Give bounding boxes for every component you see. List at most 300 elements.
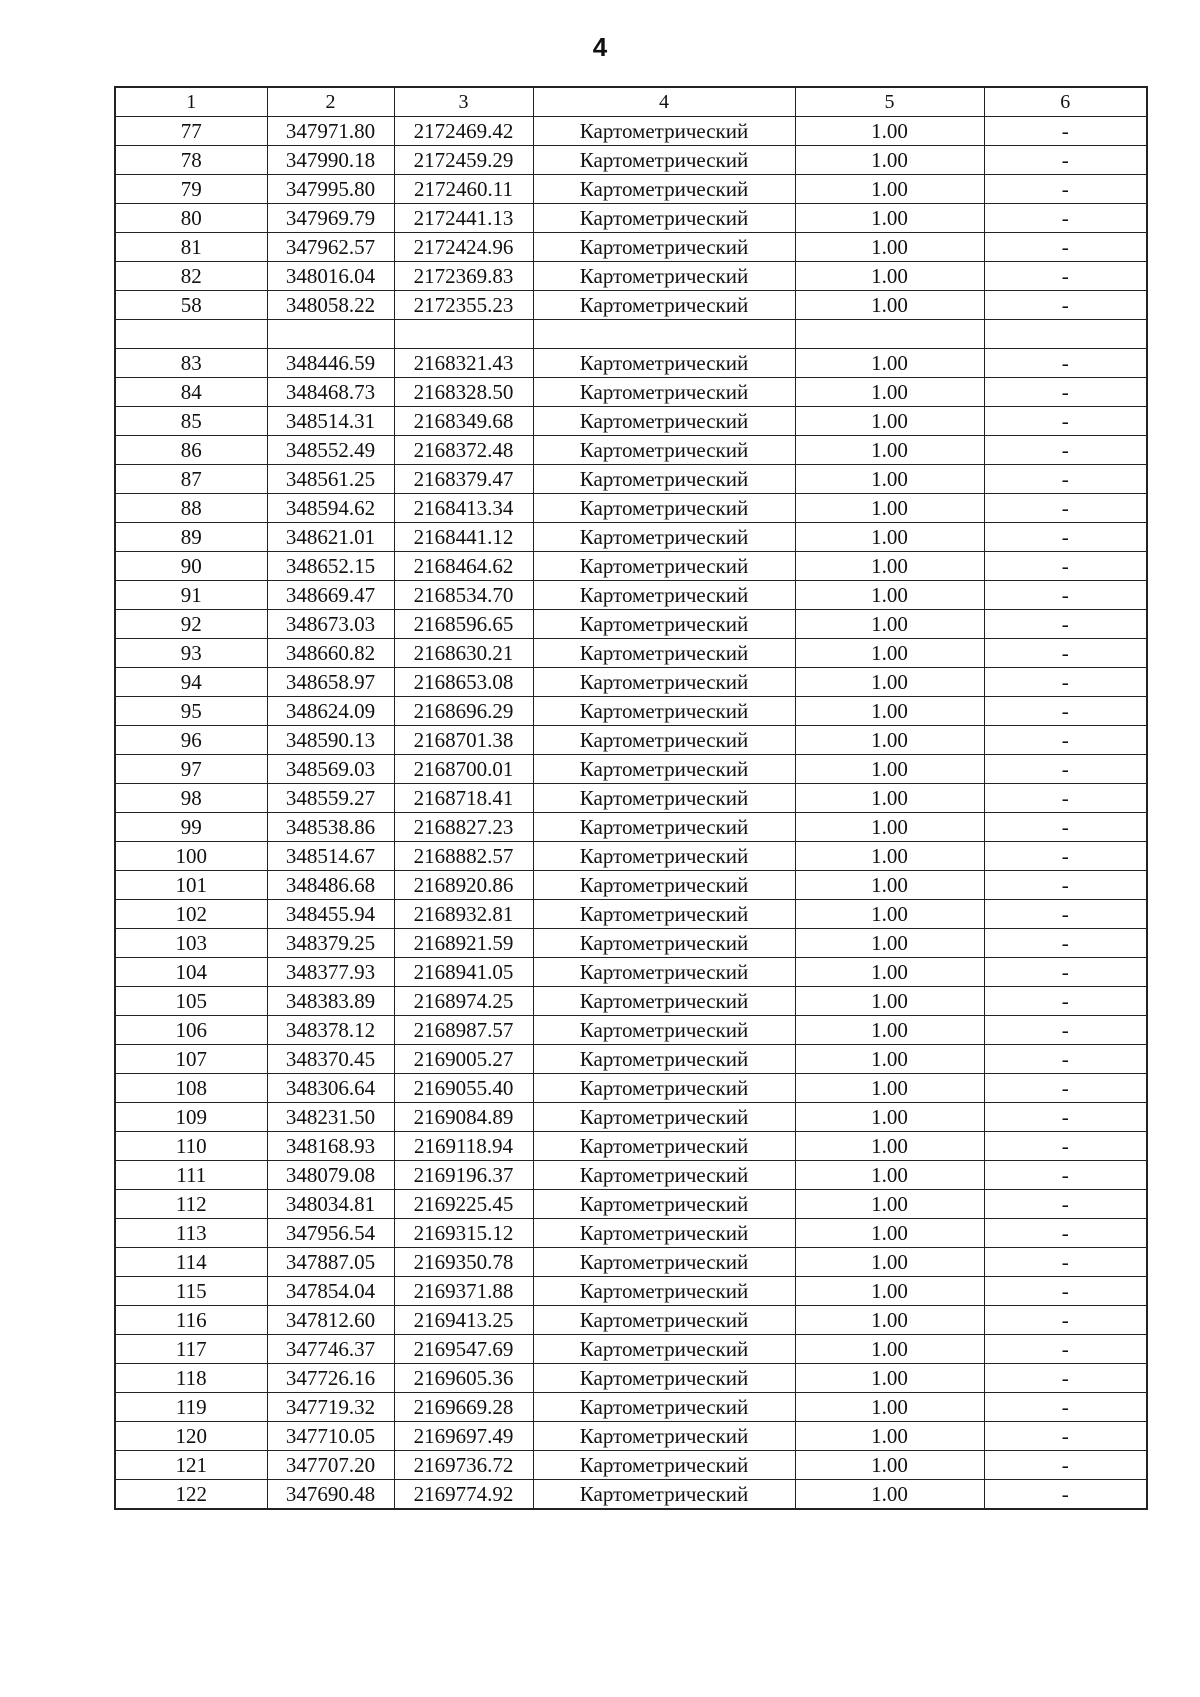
accuracy-cell: 1.00 <box>795 291 984 320</box>
method-cell: Картометрический <box>533 726 795 755</box>
point-number-cell: 111 <box>115 1161 267 1190</box>
x-coordinate-cell: 348446.59 <box>267 349 394 378</box>
accuracy-cell: 1.00 <box>795 146 984 175</box>
method-cell: Картометрический <box>533 1074 795 1103</box>
note-cell: - <box>984 1248 1147 1277</box>
y-coordinate-cell: 2168718.41 <box>394 784 533 813</box>
note-cell: - <box>984 1393 1147 1422</box>
note-cell: - <box>984 1480 1147 1510</box>
y-coordinate-cell: 2169371.88 <box>394 1277 533 1306</box>
coordinates-table <box>114 86 1148 1510</box>
table-row <box>115 581 1147 610</box>
method-cell: Картометрический <box>533 1277 795 1306</box>
y-coordinate-cell: 2169774.92 <box>394 1480 533 1510</box>
note-cell: - <box>984 1422 1147 1451</box>
accuracy-cell: 1.00 <box>795 1219 984 1248</box>
table-row <box>115 726 1147 755</box>
x-coordinate-cell: 348514.31 <box>267 407 394 436</box>
accuracy-cell: 1.00 <box>795 668 984 697</box>
point-number-cell: 86 <box>115 436 267 465</box>
table-row <box>115 1219 1147 1248</box>
note-cell: - <box>984 436 1147 465</box>
accuracy-cell: 1.00 <box>795 581 984 610</box>
method-cell: Картометрический <box>533 929 795 958</box>
note-cell: - <box>984 726 1147 755</box>
table-row <box>115 987 1147 1016</box>
note-cell: - <box>984 1132 1147 1161</box>
x-coordinate-cell: 347990.18 <box>267 146 394 175</box>
table-row <box>115 755 1147 784</box>
table-row <box>115 117 1147 146</box>
x-coordinate-cell: 348468.73 <box>267 378 394 407</box>
method-cell: Картометрический <box>533 784 795 813</box>
accuracy-cell: 1.00 <box>795 1132 984 1161</box>
point-number-cell: 122 <box>115 1480 267 1510</box>
column-header: 4 <box>533 87 795 117</box>
note-cell: - <box>984 494 1147 523</box>
point-number-cell: 110 <box>115 1132 267 1161</box>
table-row <box>115 291 1147 320</box>
method-cell: Картометрический <box>533 1393 795 1422</box>
point-number-cell: 116 <box>115 1306 267 1335</box>
note-cell: - <box>984 233 1147 262</box>
y-coordinate-cell: 2172424.96 <box>394 233 533 262</box>
method-cell: Картометрический <box>533 1016 795 1045</box>
table-row <box>115 1277 1147 1306</box>
y-coordinate-cell: 2169736.72 <box>394 1451 533 1480</box>
table-row <box>115 204 1147 233</box>
y-coordinate-cell: 2172441.13 <box>394 204 533 233</box>
table-row <box>115 552 1147 581</box>
point-number-cell: 105 <box>115 987 267 1016</box>
note-cell: - <box>984 987 1147 1016</box>
accuracy-cell: 1.00 <box>795 1074 984 1103</box>
method-cell: Картометрический <box>533 465 795 494</box>
table-row <box>115 1451 1147 1480</box>
y-coordinate-cell: 2169350.78 <box>394 1248 533 1277</box>
method-cell: Картометрический <box>533 1335 795 1364</box>
accuracy-cell: 1.00 <box>795 349 984 378</box>
note-cell: - <box>984 871 1147 900</box>
accuracy-cell: 1.00 <box>795 262 984 291</box>
note-cell: - <box>984 262 1147 291</box>
note-cell: - <box>984 175 1147 204</box>
x-coordinate-cell: 348590.13 <box>267 726 394 755</box>
column-header: 6 <box>984 87 1147 117</box>
method-cell: Картометрический <box>533 552 795 581</box>
point-number-cell: 121 <box>115 1451 267 1480</box>
note-cell: - <box>984 523 1147 552</box>
table-row <box>115 668 1147 697</box>
note-cell: - <box>984 552 1147 581</box>
column-header: 1 <box>115 87 267 117</box>
note-cell: - <box>984 1045 1147 1074</box>
point-number-cell: 113 <box>115 1219 267 1248</box>
x-coordinate-cell: 348652.15 <box>267 552 394 581</box>
method-cell: Картометрический <box>533 494 795 523</box>
note-cell: - <box>984 784 1147 813</box>
table-row <box>115 349 1147 378</box>
method-cell: Картометрический <box>533 842 795 871</box>
point-number-cell: 102 <box>115 900 267 929</box>
x-coordinate-cell: 348455.94 <box>267 900 394 929</box>
page-number: 4 <box>592 32 608 62</box>
x-coordinate-cell: 348079.08 <box>267 1161 394 1190</box>
point-number-cell: 88 <box>115 494 267 523</box>
accuracy-cell: 1.00 <box>795 494 984 523</box>
note-cell: - <box>984 929 1147 958</box>
x-coordinate-cell: 348658.97 <box>267 668 394 697</box>
point-number-cell: 120 <box>115 1422 267 1451</box>
method-cell: Картометрический <box>533 523 795 552</box>
method-cell: Картометрический <box>533 755 795 784</box>
table-row <box>115 784 1147 813</box>
accuracy-cell: 1.00 <box>795 1480 984 1510</box>
point-number-cell: 98 <box>115 784 267 813</box>
note-cell: - <box>984 1306 1147 1335</box>
column-header: 2 <box>267 87 394 117</box>
y-coordinate-cell: 2168349.68 <box>394 407 533 436</box>
y-coordinate-cell: 2168534.70 <box>394 581 533 610</box>
method-cell: Картометрический <box>533 1190 795 1219</box>
y-coordinate-cell: 2169315.12 <box>394 1219 533 1248</box>
table-row <box>115 1306 1147 1335</box>
x-coordinate-cell: 347690.48 <box>267 1480 394 1510</box>
method-cell: Картометрический <box>533 1045 795 1074</box>
x-coordinate-cell: 347812.60 <box>267 1306 394 1335</box>
x-coordinate-cell: 347969.79 <box>267 204 394 233</box>
point-number-cell: 78 <box>115 146 267 175</box>
accuracy-cell: 1.00 <box>795 523 984 552</box>
x-coordinate-cell: 348594.62 <box>267 494 394 523</box>
x-coordinate-cell: 347710.05 <box>267 1422 394 1451</box>
table-row <box>115 1335 1147 1364</box>
x-coordinate-cell: 348552.49 <box>267 436 394 465</box>
point-number-cell: 114 <box>115 1248 267 1277</box>
accuracy-cell: 1.00 <box>795 1045 984 1074</box>
point-number-cell: 58 <box>115 291 267 320</box>
method-cell: Картометрический <box>533 871 795 900</box>
method-cell: Картометрический <box>533 1364 795 1393</box>
method-cell: Картометрический <box>533 233 795 262</box>
y-coordinate-cell: 2168653.08 <box>394 668 533 697</box>
method-cell: Картометрический <box>533 958 795 987</box>
table-row <box>115 697 1147 726</box>
x-coordinate-cell: 348016.04 <box>267 262 394 291</box>
method-cell: Картометрический <box>533 813 795 842</box>
y-coordinate-cell: 2169669.28 <box>394 1393 533 1422</box>
note-cell: - <box>984 1219 1147 1248</box>
y-coordinate-cell: 2169225.45 <box>394 1190 533 1219</box>
y-coordinate-cell: 2169547.69 <box>394 1335 533 1364</box>
point-number-cell: 85 <box>115 407 267 436</box>
point-number-cell: 108 <box>115 1074 267 1103</box>
note-cell: - <box>984 1277 1147 1306</box>
y-coordinate-cell <box>394 320 533 349</box>
table-row <box>115 871 1147 900</box>
y-coordinate-cell: 2168464.62 <box>394 552 533 581</box>
method-cell: Картометрический <box>533 146 795 175</box>
table-row <box>115 262 1147 291</box>
point-number-cell: 95 <box>115 697 267 726</box>
accuracy-cell: 1.00 <box>795 784 984 813</box>
accuracy-cell: 1.00 <box>795 465 984 494</box>
x-coordinate-cell: 347746.37 <box>267 1335 394 1364</box>
point-number-cell: 99 <box>115 813 267 842</box>
note-cell: - <box>984 581 1147 610</box>
x-coordinate-cell: 348486.68 <box>267 871 394 900</box>
accuracy-cell: 1.00 <box>795 813 984 842</box>
table-row <box>115 523 1147 552</box>
method-cell: Картометрический <box>533 1422 795 1451</box>
y-coordinate-cell: 2169084.89 <box>394 1103 533 1132</box>
x-coordinate-cell: 348378.12 <box>267 1016 394 1045</box>
note-cell: - <box>984 1190 1147 1219</box>
accuracy-cell: 1.00 <box>795 987 984 1016</box>
accuracy-cell: 1.00 <box>795 1190 984 1219</box>
point-number-cell: 79 <box>115 175 267 204</box>
x-coordinate-cell: 347956.54 <box>267 1219 394 1248</box>
y-coordinate-cell: 2168379.47 <box>394 465 533 494</box>
y-coordinate-cell: 2169055.40 <box>394 1074 533 1103</box>
x-coordinate-cell: 348538.86 <box>267 813 394 842</box>
accuracy-cell: 1.00 <box>795 436 984 465</box>
note-cell: - <box>984 291 1147 320</box>
table-row <box>115 1161 1147 1190</box>
method-cell: Картометрический <box>533 1161 795 1190</box>
method-cell: Картометрический <box>533 697 795 726</box>
note-cell <box>984 320 1147 349</box>
y-coordinate-cell: 2168932.81 <box>394 900 533 929</box>
point-number-cell: 96 <box>115 726 267 755</box>
point-number-cell: 91 <box>115 581 267 610</box>
point-number-cell: 119 <box>115 1393 267 1422</box>
table-row <box>115 610 1147 639</box>
method-cell: Картометрический <box>533 668 795 697</box>
y-coordinate-cell: 2169697.49 <box>394 1422 533 1451</box>
note-cell: - <box>984 465 1147 494</box>
point-number-cell: 100 <box>115 842 267 871</box>
table-header <box>115 87 1147 117</box>
point-number-cell: 109 <box>115 1103 267 1132</box>
accuracy-cell: 1.00 <box>795 1103 984 1132</box>
point-number-cell: 117 <box>115 1335 267 1364</box>
table-row <box>115 842 1147 871</box>
point-number-cell: 80 <box>115 204 267 233</box>
point-number-cell: 104 <box>115 958 267 987</box>
x-coordinate-cell: 348673.03 <box>267 610 394 639</box>
method-cell <box>533 320 795 349</box>
table-row <box>115 1422 1147 1451</box>
y-coordinate-cell: 2168700.01 <box>394 755 533 784</box>
point-number-cell: 84 <box>115 378 267 407</box>
note-cell: - <box>984 1016 1147 1045</box>
accuracy-cell: 1.00 <box>795 1364 984 1393</box>
note-cell: - <box>984 1074 1147 1103</box>
x-coordinate-cell: 347887.05 <box>267 1248 394 1277</box>
note-cell: - <box>984 1103 1147 1132</box>
x-coordinate-cell: 348377.93 <box>267 958 394 987</box>
x-coordinate-cell <box>267 320 394 349</box>
y-coordinate-cell: 2168987.57 <box>394 1016 533 1045</box>
accuracy-cell <box>795 320 984 349</box>
method-cell: Картометрический <box>533 1306 795 1335</box>
table-row <box>115 900 1147 929</box>
note-cell: - <box>984 204 1147 233</box>
x-coordinate-cell: 348379.25 <box>267 929 394 958</box>
note-cell: - <box>984 1451 1147 1480</box>
accuracy-cell: 1.00 <box>795 958 984 987</box>
point-number-cell: 92 <box>115 610 267 639</box>
accuracy-cell: 1.00 <box>795 726 984 755</box>
point-number-cell: 103 <box>115 929 267 958</box>
accuracy-cell: 1.00 <box>795 1451 984 1480</box>
table-row <box>115 175 1147 204</box>
method-cell: Картометрический <box>533 407 795 436</box>
table-row <box>115 1480 1147 1510</box>
x-coordinate-cell: 348370.45 <box>267 1045 394 1074</box>
method-cell: Картометрический <box>533 291 795 320</box>
method-cell: Картометрический <box>533 1451 795 1480</box>
y-coordinate-cell: 2169005.27 <box>394 1045 533 1074</box>
accuracy-cell: 1.00 <box>795 1161 984 1190</box>
x-coordinate-cell: 347854.04 <box>267 1277 394 1306</box>
point-number-cell: 83 <box>115 349 267 378</box>
x-coordinate-cell: 348669.47 <box>267 581 394 610</box>
point-number-cell: 87 <box>115 465 267 494</box>
table-row <box>115 929 1147 958</box>
table-row <box>115 1132 1147 1161</box>
note-cell: - <box>984 349 1147 378</box>
method-cell: Картометрический <box>533 262 795 291</box>
method-cell: Картометрический <box>533 117 795 146</box>
point-number-cell: 115 <box>115 1277 267 1306</box>
x-coordinate-cell: 348231.50 <box>267 1103 394 1132</box>
method-cell: Картометрический <box>533 1219 795 1248</box>
x-coordinate-cell: 347719.32 <box>267 1393 394 1422</box>
point-number-cell: 81 <box>115 233 267 262</box>
accuracy-cell: 1.00 <box>795 697 984 726</box>
x-coordinate-cell: 347995.80 <box>267 175 394 204</box>
method-cell: Картометрический <box>533 1480 795 1510</box>
accuracy-cell: 1.00 <box>795 1016 984 1045</box>
method-cell: Картометрический <box>533 987 795 1016</box>
method-cell: Картометрический <box>533 1132 795 1161</box>
x-coordinate-cell: 348559.27 <box>267 784 394 813</box>
accuracy-cell: 1.00 <box>795 175 984 204</box>
accuracy-cell: 1.00 <box>795 552 984 581</box>
table-row <box>115 1190 1147 1219</box>
table-row <box>115 436 1147 465</box>
accuracy-cell: 1.00 <box>795 204 984 233</box>
point-number-cell <box>115 320 267 349</box>
x-coordinate-cell: 348306.64 <box>267 1074 394 1103</box>
method-cell: Картометрический <box>533 639 795 668</box>
y-coordinate-cell: 2168328.50 <box>394 378 533 407</box>
accuracy-cell: 1.00 <box>795 610 984 639</box>
accuracy-cell: 1.00 <box>795 1422 984 1451</box>
accuracy-cell: 1.00 <box>795 1393 984 1422</box>
header-row <box>115 87 1147 117</box>
point-number-cell: 89 <box>115 523 267 552</box>
y-coordinate-cell: 2168941.05 <box>394 958 533 987</box>
table-row <box>115 320 1147 349</box>
note-cell: - <box>984 378 1147 407</box>
note-cell: - <box>984 900 1147 929</box>
accuracy-cell: 1.00 <box>795 755 984 784</box>
column-header: 3 <box>394 87 533 117</box>
method-cell: Картометрический <box>533 900 795 929</box>
x-coordinate-cell: 348660.82 <box>267 639 394 668</box>
y-coordinate-cell: 2168696.29 <box>394 697 533 726</box>
y-coordinate-cell: 2168596.65 <box>394 610 533 639</box>
accuracy-cell: 1.00 <box>795 929 984 958</box>
note-cell: - <box>984 610 1147 639</box>
method-cell: Картометрический <box>533 204 795 233</box>
point-number-cell: 93 <box>115 639 267 668</box>
note-cell: - <box>984 146 1147 175</box>
table-row <box>115 407 1147 436</box>
method-cell: Картометрический <box>533 175 795 204</box>
note-cell: - <box>984 639 1147 668</box>
x-coordinate-cell: 347971.80 <box>267 117 394 146</box>
y-coordinate-cell: 2168372.48 <box>394 436 533 465</box>
x-coordinate-cell: 347726.16 <box>267 1364 394 1393</box>
method-cell: Картометрический <box>533 1248 795 1277</box>
note-cell: - <box>984 1335 1147 1364</box>
accuracy-cell: 1.00 <box>795 900 984 929</box>
accuracy-cell: 1.00 <box>795 639 984 668</box>
accuracy-cell: 1.00 <box>795 842 984 871</box>
table-row <box>115 1248 1147 1277</box>
column-header: 5 <box>795 87 984 117</box>
y-coordinate-cell: 2172369.83 <box>394 262 533 291</box>
accuracy-cell: 1.00 <box>795 871 984 900</box>
note-cell: - <box>984 407 1147 436</box>
accuracy-cell: 1.00 <box>795 1277 984 1306</box>
point-number-cell: 106 <box>115 1016 267 1045</box>
table-row <box>115 1016 1147 1045</box>
y-coordinate-cell: 2169196.37 <box>394 1161 533 1190</box>
note-cell: - <box>984 697 1147 726</box>
y-coordinate-cell: 2168630.21 <box>394 639 533 668</box>
y-coordinate-cell: 2168920.86 <box>394 871 533 900</box>
accuracy-cell: 1.00 <box>795 1335 984 1364</box>
x-coordinate-cell: 348168.93 <box>267 1132 394 1161</box>
note-cell: - <box>984 1161 1147 1190</box>
accuracy-cell: 1.00 <box>795 233 984 262</box>
note-cell: - <box>984 1364 1147 1393</box>
y-coordinate-cell: 2168882.57 <box>394 842 533 871</box>
y-coordinate-cell: 2168921.59 <box>394 929 533 958</box>
point-number-cell: 107 <box>115 1045 267 1074</box>
point-number-cell: 82 <box>115 262 267 291</box>
method-cell: Картометрический <box>533 610 795 639</box>
point-number-cell: 118 <box>115 1364 267 1393</box>
y-coordinate-cell: 2168441.12 <box>394 523 533 552</box>
table-row <box>115 813 1147 842</box>
x-coordinate-cell: 347962.57 <box>267 233 394 262</box>
point-number-cell: 112 <box>115 1190 267 1219</box>
table-row <box>115 1074 1147 1103</box>
table-row <box>115 1393 1147 1422</box>
table-row <box>115 494 1147 523</box>
x-coordinate-cell: 348624.09 <box>267 697 394 726</box>
accuracy-cell: 1.00 <box>795 378 984 407</box>
table-row <box>115 1364 1147 1393</box>
table-body <box>115 117 1147 1510</box>
y-coordinate-cell: 2172469.42 <box>394 117 533 146</box>
